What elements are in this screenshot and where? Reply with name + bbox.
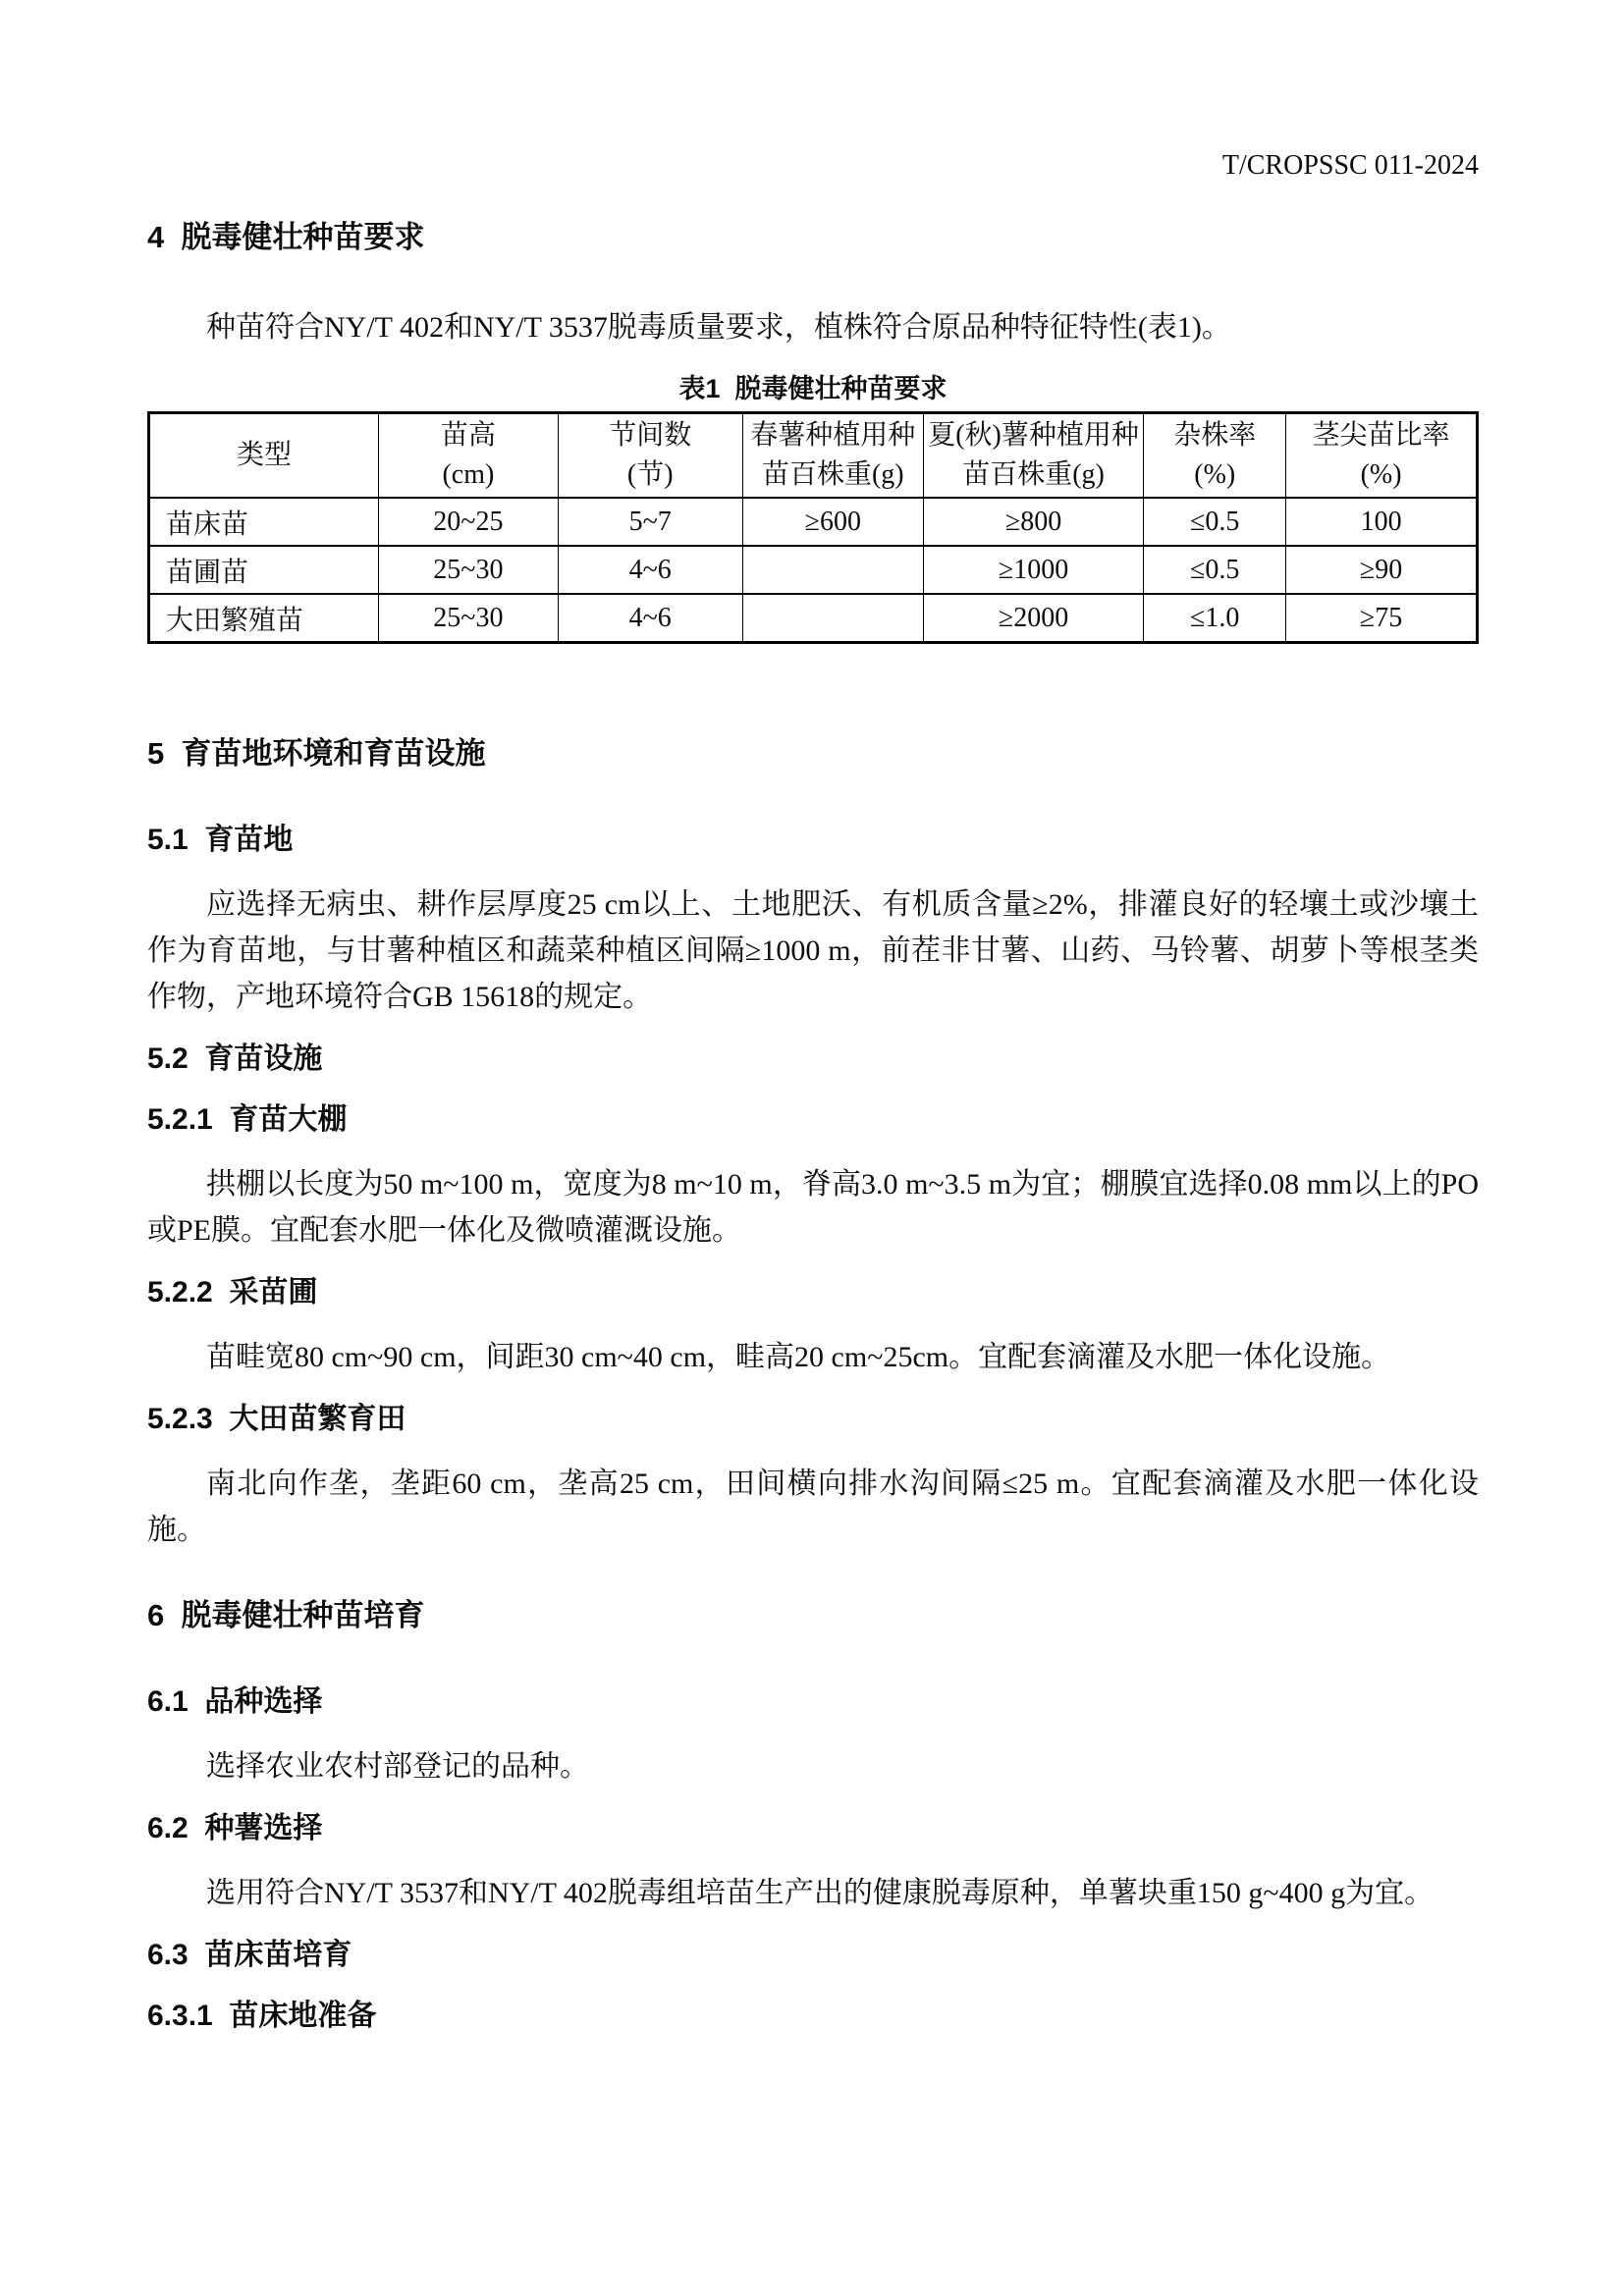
section-5-1-paragraph: 应选择无病虫、耕作层厚度25 cm以上、土地肥沃、有机质含量≥2%，排灌良好的轻壤土或沙壤土作为育苗地，与甘薯种植区和蔬菜种植区间隔≥1000 m，前茬非甘薯、山药、马铃薯、胡萝卜等根茎类作物，产地环境符合GB 15618的规定。: [147, 888, 1479, 1013]
col-header-stem-tip-rate: [1286, 413, 1478, 499]
col-header-text: (%): [1360, 459, 1402, 490]
table-cell: ≤0.5: [1144, 546, 1286, 594]
table-1-title: 表1 脱毒健壮种苗要求: [678, 374, 947, 403]
col-header-text: (节): [626, 459, 674, 490]
col-header-text: 苗百株重(g): [962, 459, 1105, 490]
table-cell: ≥75: [1286, 594, 1478, 643]
table-header-row: [149, 413, 1478, 499]
col-header-node-count: [558, 413, 742, 499]
col-header-text: (%): [1194, 459, 1236, 490]
col-header-text: 茎尖苗比率: [1312, 420, 1450, 451]
section-4-heading: 4 脱毒健壮种苗要求: [147, 220, 425, 254]
section-5-2-heading: 5.2 育苗设施: [147, 1042, 323, 1075]
section-5-heading: 5 育苗地环境和育苗设施: [147, 736, 486, 771]
col-header-text: 杂株率: [1173, 420, 1257, 451]
section-5-2-1-heading: 5.2.1 育苗大棚: [147, 1103, 348, 1136]
section-6-heading: 6 脱毒健壮种苗培育: [147, 1598, 425, 1632]
table-cell: 4~6: [558, 546, 742, 594]
section-5-2-2-paragraph: 苗畦宽80 cm~90 cm，间距30 cm~40 cm，畦高20 cm~25cm。宜配套滴灌及水肥一体化设施。: [206, 1341, 1391, 1373]
col-header-seedling-height: [379, 413, 559, 499]
table-cell: ≥800: [923, 498, 1144, 546]
table-cell: ≥1000: [923, 546, 1144, 594]
col-header-text: 节间数: [609, 420, 692, 451]
table-cell: 苗圃苗: [149, 546, 379, 594]
section-4-paragraph: 种苗符合NY/T 402和NY/T 3537脱毒质量要求，植株符合原品种特征特性(表1)。: [206, 311, 1231, 344]
table-row: [149, 498, 1478, 546]
table-cell: 25~30: [379, 546, 559, 594]
col-header-text: 夏(秋)薯种植用种: [928, 420, 1139, 451]
table-cell: 100: [1286, 498, 1478, 546]
section-6-1-heading: 6.1 品种选择: [147, 1685, 323, 1718]
col-header-text: 类型: [237, 440, 293, 470]
col-header-text: 春薯种植用种: [750, 420, 916, 451]
doc-number: T/CROPSSC 011-2024: [1221, 150, 1479, 181]
section-5-2-1-paragraph: 拱棚以长度为50 m~100 m，宽度为8 m~10 m，脊高3.0 m~3.5 m为宜；棚膜宜选择0.08 mm以上的PO或PE膜。宜配套水肥一体化及微喷灌溉设施。: [147, 1168, 1479, 1247]
section-5-2-3-heading: 5.2.3 大田苗繁育田: [147, 1403, 406, 1435]
section-5-2-3-paragraph: 南北向作垄，垄距60 cm，垄高25 cm，田间横向排水沟间隔≤25 m。宜配套滴灌及水肥一体化设施。: [147, 1468, 1479, 1546]
col-header-text: 苗高: [440, 420, 496, 451]
col-header-spring-seedling-weight: [742, 413, 923, 499]
col-header-text: (cm): [442, 459, 495, 490]
section-6-3-heading: 6.3 苗床苗培育: [147, 1939, 352, 1971]
table-row: [149, 546, 1478, 594]
table-cell: ≥90: [1286, 546, 1478, 594]
col-header-summer-seedling-weight: [923, 413, 1144, 499]
section-5-1-heading: 5.1 育苗地: [147, 824, 294, 856]
section-6-3-1-heading: 6.3.1 苗床地准备: [147, 2000, 377, 2032]
section-6-1-paragraph: 选择农业农村部登记的品种。: [206, 1750, 589, 1783]
col-header-text: 苗百株重(g): [761, 459, 904, 490]
table-cell: 苗床苗: [149, 498, 379, 546]
col-header-type: [149, 413, 379, 499]
table-cell: 25~30: [379, 594, 559, 643]
table-cell: ≥2000: [923, 594, 1144, 643]
table-cell: [742, 546, 923, 594]
table-cell: ≤0.5: [1144, 498, 1286, 546]
table-cell: 大田繁殖苗: [149, 594, 379, 643]
section-6-2-paragraph: 选用符合NY/T 3537和NY/T 402脱毒组培苗生产出的健康脱毒原种，单薯块重150 g~400 g为宜。: [206, 1877, 1435, 1909]
col-header-offtype-rate: [1144, 413, 1286, 499]
table-cell: ≥600: [742, 498, 923, 546]
section-5-2-2-heading: 5.2.2 采苗圃: [147, 1276, 318, 1308]
table-cell: [742, 594, 923, 643]
section-6-2-heading: 6.2 种薯选择: [147, 1812, 323, 1844]
table-row: [149, 594, 1478, 643]
table-cell: 4~6: [558, 594, 742, 643]
table-cell: 5~7: [558, 498, 742, 546]
requirements-table: [147, 411, 1479, 644]
table-cell: 20~25: [379, 498, 559, 546]
table-cell: ≤1.0: [1144, 594, 1286, 643]
